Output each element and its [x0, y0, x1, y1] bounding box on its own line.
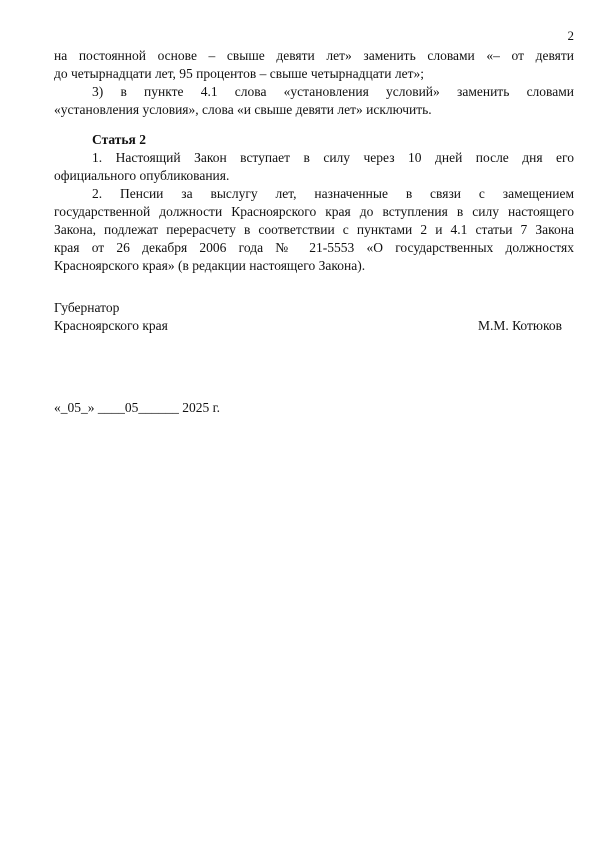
amendment-text-block — [54, 47, 574, 119]
paragraph-line: на постоянной основе – свыше девяти лет» заменить словами «– от девяти — [54, 48, 574, 63]
page-number: 2 — [567, 28, 574, 43]
paragraph-line: 3) в пункте 4.1 слова «установления условий» заменить словами — [92, 84, 574, 99]
signature-block — [54, 299, 562, 335]
signatory-name: М.М. Котюков — [477, 318, 562, 333]
signature-title-row-1 — [54, 299, 562, 317]
paragraph-line: 1. Настоящий Закон вступает в силу через 10 дней после дня его — [92, 150, 574, 165]
paragraph-line: официального опубликования. — [54, 168, 230, 183]
signature-title-row-2 — [54, 317, 562, 335]
signatory-region: Красноярского края — [54, 318, 168, 333]
article-2-block — [54, 131, 574, 275]
article-heading: Статья 2 — [92, 132, 146, 147]
paragraph-line: Закона, подлежат перерасчету в соответствии с пунктами 2 и 4.1 статьи 7 Закона — [54, 222, 574, 237]
signatory-title: Губернатор — [54, 300, 120, 315]
paragraph-line: «установления условия», слова «и свыше девяти лет» исключить. — [54, 102, 432, 117]
paragraph-line: государственной должности Красноярского края до вступления в силу настоящего — [54, 204, 574, 219]
paragraph-line: края от 26 декабря 2006 года № 21-5553 «О государственных должностях — [54, 240, 574, 255]
document-date: «_05_» ____05______ 2025 г. — [54, 400, 221, 415]
paragraph-line: Красноярского края» (в редакции настоящего Закона). — [54, 258, 366, 273]
paragraph-line: 2. Пенсии за выслугу лет, назначенные в связи с замещением — [92, 186, 574, 201]
paragraph-line: до четырнадцати лет, 95 процентов – свыше четырнадцати лет»; — [54, 66, 424, 81]
